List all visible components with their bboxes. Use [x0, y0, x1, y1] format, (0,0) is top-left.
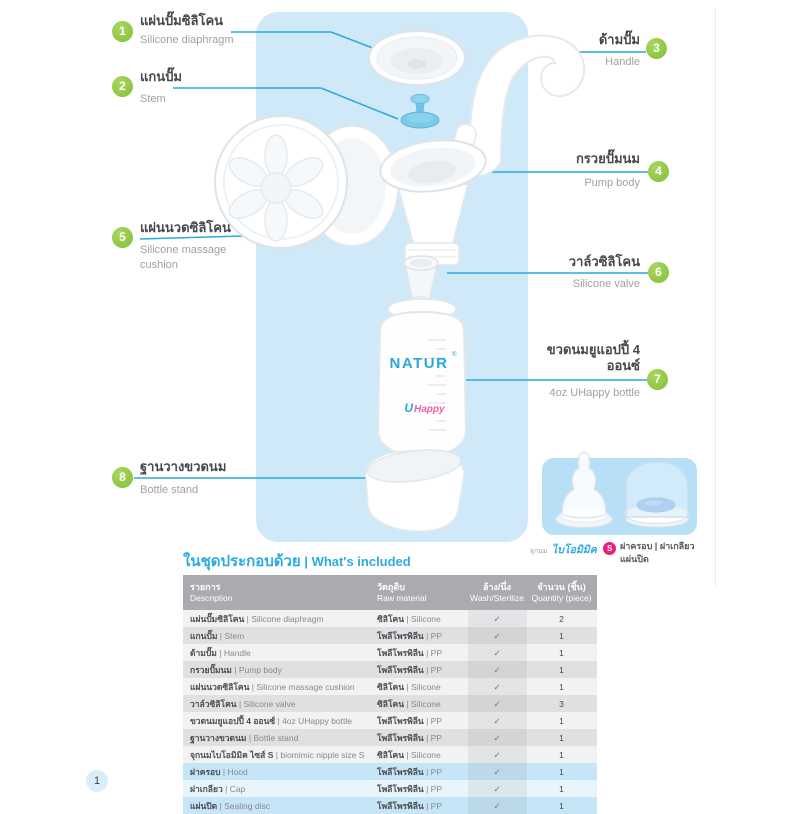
table-row — [183, 780, 597, 797]
parts-table-body — [183, 610, 597, 814]
wash-cell: ✓ — [468, 661, 527, 678]
material-cell: โพลีโพรพิลีน | PP — [377, 732, 443, 743]
wash-cell: ✓ — [468, 712, 527, 729]
bottle-illustration — [378, 299, 466, 456]
header-description-eng: Description — [190, 593, 233, 603]
callout-thai-3: ด้ามปั๊ม — [598, 32, 640, 47]
description-cell: วาล์วซิลิโคน | Silicone valve — [190, 698, 296, 709]
callout-eng-2: Stem — [140, 93, 166, 105]
callout-eng-7: 4oz UHappy bottle — [549, 387, 640, 399]
header-description — [183, 575, 370, 610]
wash-cell: ✓ — [468, 746, 527, 763]
table-row — [183, 763, 597, 780]
callout-eng-8: Bottle stand — [140, 484, 199, 496]
header-description-thai: รายการ — [190, 582, 221, 592]
header-raw-material-thai: วัตถุดิบ — [377, 582, 405, 592]
description-cell: ฐานวางขวดนม | Bottle stand — [190, 732, 299, 743]
quantity-cell: 1 — [559, 766, 564, 777]
material-cell: โพลีโพรพิลีน | PP — [377, 630, 443, 641]
quantity-cell: 1 — [559, 630, 564, 641]
callout-thai-5: แผ่นนวดซิลิโคน — [140, 220, 231, 235]
stem-illustration — [401, 95, 439, 129]
table-row — [183, 746, 597, 763]
material-cell: ซิลิโคน | Silicone — [377, 698, 441, 709]
quantity-cell: 1 — [559, 715, 564, 726]
callout-number-2: 2 — [112, 76, 133, 97]
material-cell: โพลีโพรพิลีน | PP — [377, 800, 443, 811]
quantity-cell: 2 — [559, 613, 564, 624]
caps-caption-line2: แผ่นปิด — [620, 554, 649, 564]
callout-number-1: 1 — [112, 21, 133, 42]
quantity-cell: 1 — [559, 732, 564, 743]
table-row — [183, 712, 597, 729]
header-wash-sterilize — [468, 575, 527, 610]
diaphragm-illustration — [369, 31, 465, 85]
description-cell: กรวยปั๊มนม | Pump body — [190, 664, 282, 675]
wash-cell: ✓ — [468, 695, 527, 712]
header-raw-material — [370, 575, 468, 610]
wash-cell: ✓ — [468, 797, 527, 814]
quantity-cell: 1 — [559, 647, 564, 658]
material-cell: โพลีโพรพิลีน | PP — [377, 766, 443, 777]
description-cell: จุกนมไบโอมิมิค ไซส์ S | biomimic nipple size S — [190, 749, 365, 760]
caps-caption — [620, 540, 706, 566]
table-title-separator: | — [300, 554, 312, 569]
caps-caption-line1: ฝาครอบ | ฝาเกลียว — [620, 541, 695, 551]
quantity-cell: 3 — [559, 698, 564, 709]
callout-number-7: 7 — [647, 369, 668, 390]
table-title-eng: What's included — [311, 554, 411, 569]
bottle-logo-happy: Happy — [414, 404, 445, 415]
wash-cell: ✓ — [468, 729, 527, 746]
header-quantity-eng: Quantity (piece) — [531, 593, 592, 603]
parts-table — [183, 575, 597, 814]
table-row — [183, 610, 597, 627]
description-cell: ขวดนมยูแอปปี้ 4 ออนซ์ | 4oz UHappy bottle — [190, 715, 352, 726]
quantity-cell: 1 — [559, 749, 564, 760]
header-quantity — [527, 575, 597, 610]
callout-number-8: 8 — [112, 467, 133, 488]
table-row — [183, 627, 597, 644]
callout-thai-7: ขวดนมยูแอปปี้ 4 ออนซ์ — [546, 342, 640, 373]
wash-cell: ✓ — [468, 627, 527, 644]
callout-thai-8: ฐานวางขวดนม — [140, 459, 227, 474]
callout-thai-4: กรวยปั๊มนม — [575, 151, 640, 166]
callout-number-6: 6 — [648, 262, 669, 283]
page-number: 1 — [86, 770, 108, 792]
material-cell: โพลีโพรพิลีน | PP — [377, 715, 443, 726]
description-cell: ฝาเกลียว | Cap — [190, 783, 246, 794]
wash-cell: ✓ — [468, 610, 527, 627]
material-cell: ซิลิโคน | Silicone — [377, 681, 441, 692]
massage-cushion-illustration — [215, 116, 398, 248]
header-wash-sterilize-eng: Wash/Sterilize — [469, 593, 524, 603]
nipple-caption-name: ไบโอมิมิค — [551, 544, 597, 556]
table-row — [183, 729, 597, 746]
hood-illustration — [625, 462, 689, 527]
callout-eng-6: Silicone valve — [572, 278, 640, 290]
callout-thai-2: แกนปั๊ม — [140, 69, 182, 84]
material-cell: โพลีโพรพิลีน | PP — [377, 783, 443, 794]
table-row — [183, 678, 597, 695]
description-cell: แผ่นปิด | Sealing disc — [190, 800, 270, 811]
valve-illustration — [404, 256, 438, 304]
material-cell: ซิลิโคน | Silicone — [377, 749, 441, 760]
wash-cell: ✓ — [468, 763, 527, 780]
quantity-cell: 1 — [559, 783, 564, 794]
material-cell: ซิลิโคน | Silicone — [377, 613, 441, 624]
nipple-caption-prefix: จุกนม — [529, 548, 548, 555]
callout-eng-3: Handle — [605, 56, 640, 68]
table-title — [183, 549, 597, 575]
description-cell: แกนปั๊ม | Stem — [190, 630, 245, 641]
callout-thai-6: วาล์วซิลิโคน — [568, 254, 640, 269]
header-quantity-thai: จำนวน (ชิ้น) — [537, 582, 586, 592]
nipple-size-badge: S — [603, 542, 616, 555]
callout-thai-1: แผ่นปั๊มซิลิโคน — [140, 13, 224, 28]
bottle-stand-illustration — [366, 445, 465, 531]
table-title-thai: ในชุดประกอบด้วย — [183, 553, 301, 570]
callout-number-4: 4 — [648, 161, 669, 182]
table-row — [183, 695, 597, 712]
header-raw-material-eng: Raw material — [377, 593, 427, 603]
description-cell: ฝาครอบ | Hood — [190, 766, 248, 777]
wash-cell: ✓ — [468, 644, 527, 661]
bottle-brand-mark: ® — [452, 352, 457, 358]
description-cell: แผ่นปั๊มซิลิโคน | Silicone diaphragm — [190, 613, 324, 624]
wash-cell: ✓ — [468, 780, 527, 797]
table-row — [183, 644, 597, 661]
wash-cell: ✓ — [468, 678, 527, 695]
quantity-cell: 1 — [559, 681, 564, 692]
callout-eng-4: Pump body — [584, 177, 640, 189]
table-header-row — [183, 575, 597, 610]
header-wash-sterilize-thai: ล้าง/นึ่ง — [482, 582, 511, 592]
quantity-cell: 1 — [559, 800, 564, 811]
table-row — [183, 661, 597, 678]
callout-number-3: 3 — [646, 38, 667, 59]
whats-included-section — [183, 549, 597, 814]
bottle-logo-u: U — [404, 401, 413, 415]
nipple-illustration — [556, 452, 612, 528]
material-cell: โพลีโพรพิลีน | PP — [377, 664, 443, 675]
quantity-cell: 1 — [559, 664, 564, 675]
description-cell: ด้ามปั๊ม | Handle — [190, 647, 251, 658]
bottle-brand-text: NATUR — [389, 355, 449, 372]
callout-number-5: 5 — [112, 227, 133, 248]
callout-eng-5: Silicone massage cushion — [140, 244, 227, 271]
description-cell: แผ่นนวดซิลิโคน | Silicone massage cushion — [190, 681, 355, 692]
callout-eng-1: Silicone diaphragm — [140, 34, 234, 46]
material-cell: โพลีโพรพิลีน | PP — [377, 647, 443, 658]
